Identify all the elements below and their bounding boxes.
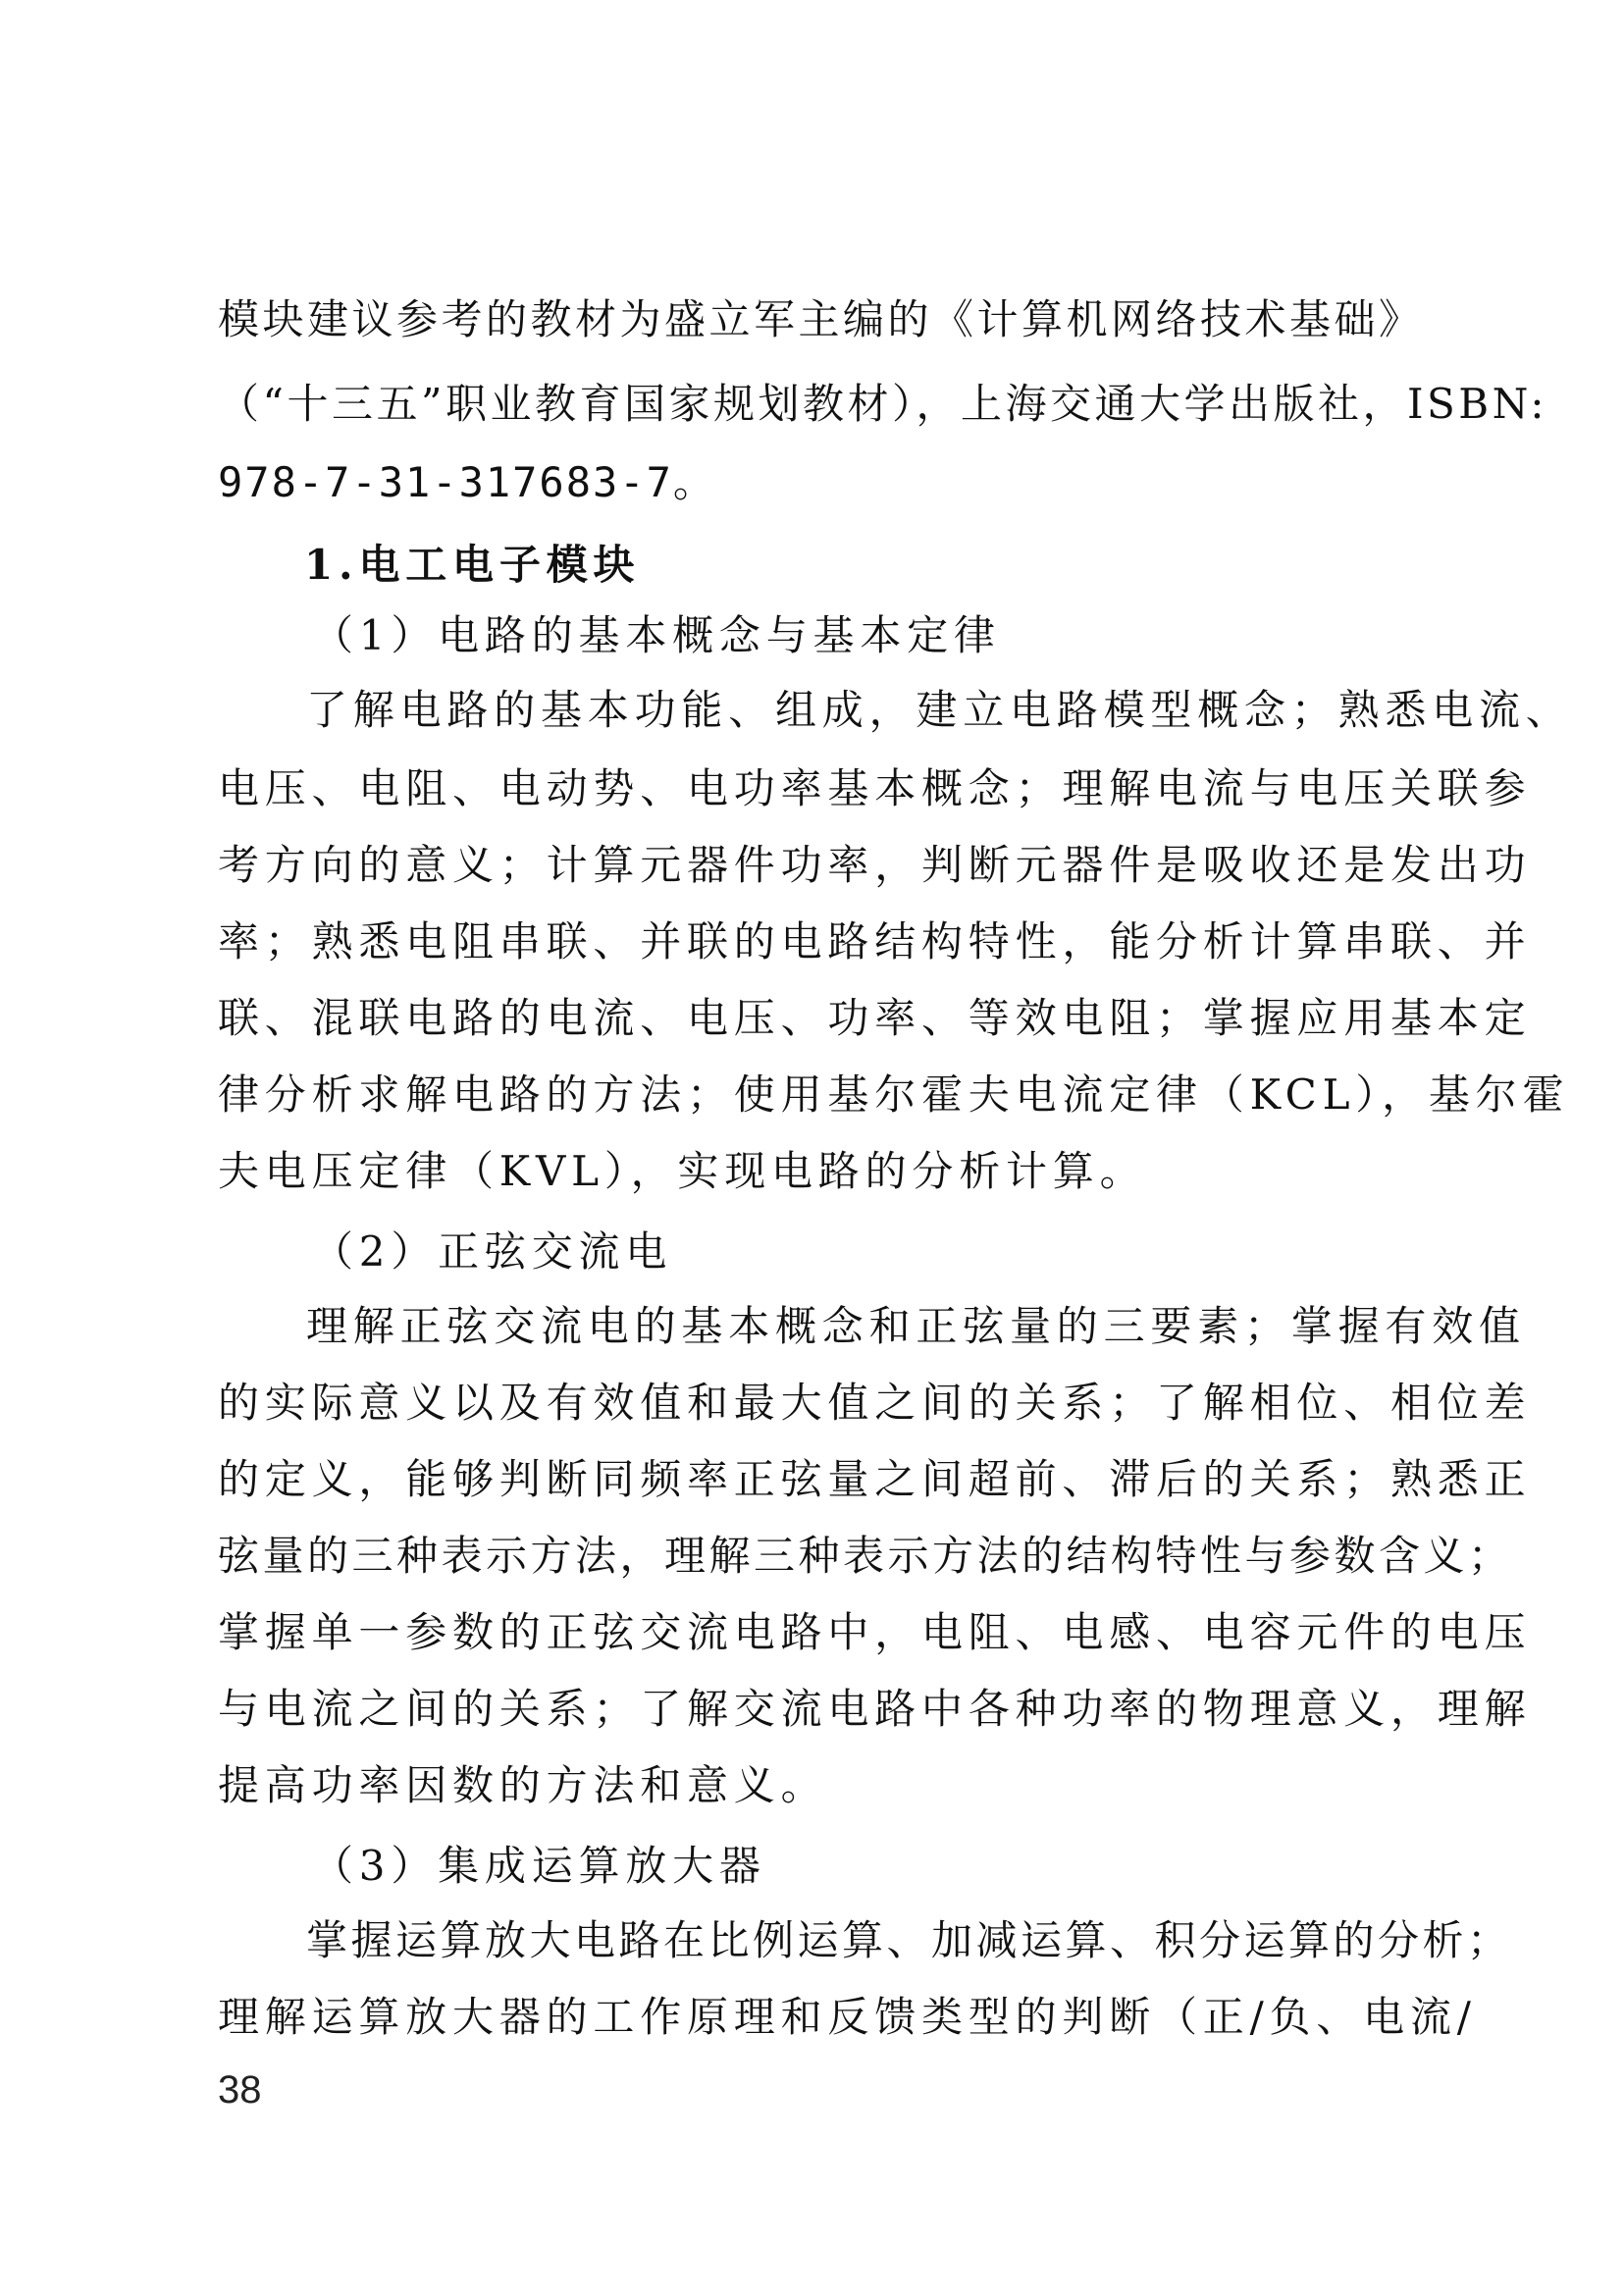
subsection-1-line-6: 律分析求解电路的方法；使用基尔霍夫电流定律（KCL），基尔霍 (218, 1070, 1570, 1119)
subsection-2-line-2: 的实际意义以及有效值和最大值之间的关系；了解相位、相位差 (218, 1379, 1532, 1427)
subsection-1-line-5: 联、混联电路的电流、电压、功率、等效电阻；掌握应用基本定 (218, 994, 1532, 1042)
subsection-3-heading: （3）集成运算放大器 (312, 1842, 766, 1890)
page-number: 38 (218, 2068, 262, 2112)
intro-line-1: 模块建议参考的教材为盛立军主编的《计算机网络技术基础》 (218, 295, 1424, 343)
subsection-1-line-2: 电压、电阻、电动势、电功率基本概念；理解电流与电压关联参 (218, 764, 1532, 812)
subsection-2-line-5: 掌握单一参数的正弦交流电路中，电阻、电感、电容元件的电压 (218, 1608, 1532, 1656)
subsection-2-line-4: 弦量的三种表示方法，理解三种表示方法的结构特性与参数含义； (218, 1532, 1513, 1580)
subsection-2-line-3: 的定义，能够判断同频率正弦量之间超前、滞后的关系；熟悉正 (218, 1455, 1532, 1503)
subsection-2-line-6: 与电流之间的关系；了解交流电路中各种功率的物理意义，理解 (218, 1685, 1532, 1733)
subsection-1-line-4: 率；熟悉电阻串联、并联的电路结构特性，能分析计算串联、并 (218, 917, 1532, 965)
subsection-2-line-7: 提高功率因数的方法和意义。 (218, 1761, 828, 1809)
subsection-1-line-1: 了解电路的基本功能、组成，建立电路模型概念；熟悉电流、 (306, 686, 1573, 734)
subsection-3-line-2: 理解运算放大器的工作原理和反馈类型的判断（正/负、电流/ (218, 1993, 1477, 2041)
subsection-2-heading: （2）正弦交流电 (312, 1227, 673, 1276)
intro-line-2: （“十三五”职业教育国家规划教材），上海交通大学出版社，ISBN: (218, 380, 1548, 428)
subsection-1-line-3: 考方向的意义；计算元器件功率，判断元器件是吸收还是发出功 (218, 841, 1532, 889)
section-title: 1.电工电子模块 (304, 541, 641, 589)
subsection-3-line-1: 掌握运算放大电路在比例运算、加减运算、积分运算的分析； (306, 1916, 1512, 1964)
subsection-1-heading: （1）电路的基本概念与基本定律 (312, 611, 1001, 659)
subsection-1-line-7: 夫电压定律（KVL），实现电路的分析计算。 (218, 1147, 1147, 1195)
subsection-2-line-1: 理解正弦交流电的基本概念和正弦量的三要素；掌握有效值 (306, 1302, 1526, 1350)
intro-line-3-isbn: 978-7-31-317683-7。 (218, 458, 716, 506)
